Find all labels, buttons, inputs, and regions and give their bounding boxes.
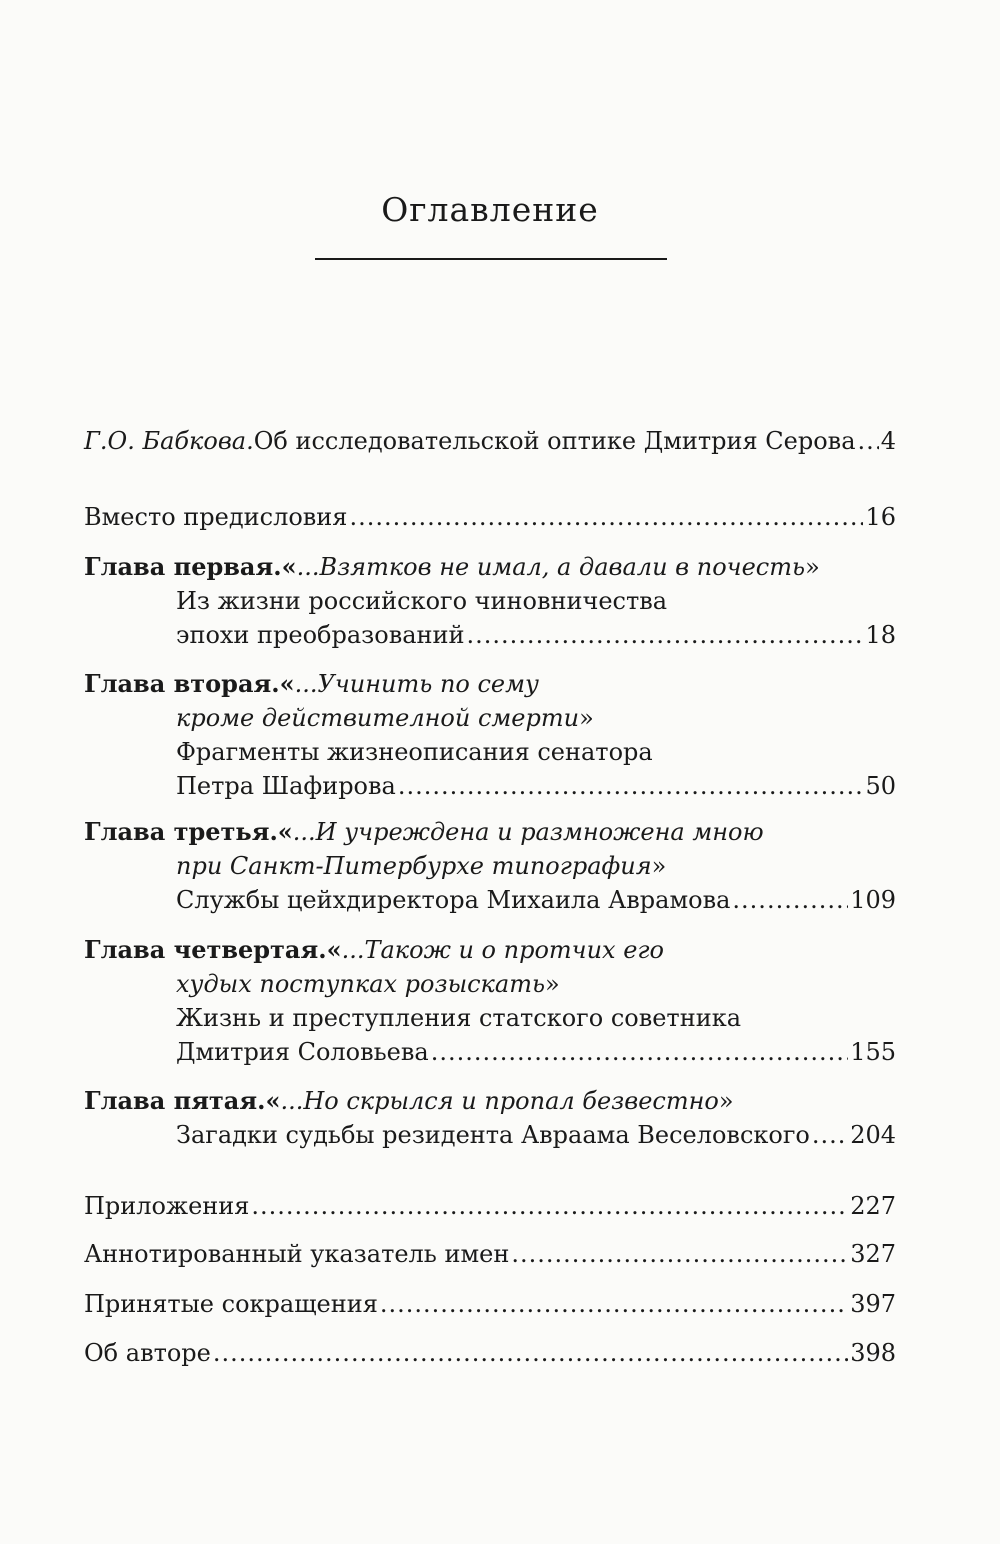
entry-title: Аннотированный указатель имен: [84, 1240, 510, 1268]
chapter-subtitle: Петра Шафирова: [176, 772, 396, 800]
dot-leader: [812, 1118, 848, 1152]
dot-leader: [380, 1287, 848, 1321]
toc-entry-chapter-1: [84, 550, 896, 652]
toc-entry-abbreviations: [84, 1287, 896, 1321]
page-number: 50: [865, 772, 896, 800]
chapter-label: Глава пятая.: [84, 1086, 266, 1115]
chapter-quote: худых поступках розыскать: [176, 970, 546, 998]
page-number: 4: [880, 427, 896, 455]
dot-leader: [251, 1189, 848, 1223]
toc-entry-chapter-5: [84, 1084, 896, 1152]
dot-leader: [213, 1336, 848, 1370]
entry-title: Об авторе: [84, 1339, 211, 1367]
chapter-subtitle: Службы цейхдиректора Михаила Аврамова: [176, 886, 731, 914]
chapter-label: Глава первая.: [84, 552, 282, 581]
dot-leader: [511, 1237, 848, 1271]
quote-close: »: [579, 704, 594, 732]
page-number: 227: [850, 1192, 896, 1220]
chapter-quote: кроме действителной смерти: [176, 704, 580, 732]
title-underline: [315, 258, 667, 260]
chapter-label: Глава четвертая.: [84, 935, 327, 964]
intro-title: Об исследовательской оптике Дмитрия Серова: [253, 427, 856, 455]
chapter-quote: ...Взятков не имал, а давали в почесть: [296, 553, 806, 581]
chapter-subtitle: Из жизни российского чиновничества: [176, 587, 668, 615]
page-number: 397: [850, 1290, 896, 1318]
entry-title: Принятые сокращения: [84, 1290, 378, 1318]
toc-entry-chapter-3: [84, 815, 896, 917]
page-number: 109: [850, 886, 896, 914]
chapter-label: Глава третья.: [84, 817, 278, 846]
page-number: 18: [865, 621, 896, 649]
toc-entry-appendix: [84, 1189, 896, 1223]
chapter-subtitle: Жизнь и преступления статского советника: [176, 1004, 742, 1032]
chapter-label: Глава вторая.: [84, 669, 280, 698]
page-number: 155: [850, 1038, 896, 1066]
toc-entry-index: [84, 1237, 896, 1271]
quote-close: »: [545, 970, 560, 998]
page-number: 16: [865, 503, 896, 531]
page-number: 327: [850, 1240, 896, 1268]
chapter-quote: ...И учреждена и размножена мною: [292, 818, 764, 846]
quote-open: «: [265, 1086, 281, 1115]
chapter-quote: ...Но скрылся и пропал безвестно: [280, 1087, 719, 1115]
toc-entry-intro: [84, 424, 896, 458]
toc-entry-about-author: [84, 1336, 896, 1370]
toc-entry-chapter-2: [84, 667, 896, 803]
chapter-quote: ...Також и о протчих его: [341, 936, 664, 964]
page-number: 398: [850, 1339, 896, 1367]
chapter-subtitle: Загадки судьбы резидента Авраама Веселовского: [176, 1121, 810, 1149]
toc-entry-chapter-4: [84, 933, 896, 1069]
dot-leader: [431, 1035, 848, 1069]
page-number: 204: [850, 1121, 896, 1149]
dot-leader: [732, 883, 848, 917]
dot-leader: [467, 618, 864, 652]
toc-entry-preface: [84, 500, 896, 534]
chapter-subtitle: Фрагменты жизнеописания сенатора: [176, 738, 653, 766]
quote-open: «: [281, 552, 297, 581]
quote-open: «: [326, 935, 342, 964]
entry-title: Приложения: [84, 1192, 250, 1220]
quote-close: »: [805, 553, 820, 581]
chapter-quote: при Санкт-Питербурхе типография: [176, 852, 652, 880]
quote-open: «: [277, 817, 293, 846]
chapter-subtitle: Дмитрия Соловьева: [176, 1038, 429, 1066]
quote-close: »: [718, 1087, 734, 1115]
entry-title: Вместо предисловия: [84, 503, 348, 531]
dot-leader: [858, 424, 879, 458]
chapter-subtitle: эпохи преобразований: [176, 621, 465, 649]
dot-leader: [398, 769, 864, 803]
dot-leader: [349, 500, 863, 534]
quote-close: »: [651, 852, 667, 880]
page-title: Оглавление: [381, 190, 599, 229]
quote-open: «: [279, 669, 295, 698]
chapter-quote: ...Учинить по сему: [294, 670, 539, 698]
intro-author: Г.О. Бабкова.: [84, 427, 254, 455]
